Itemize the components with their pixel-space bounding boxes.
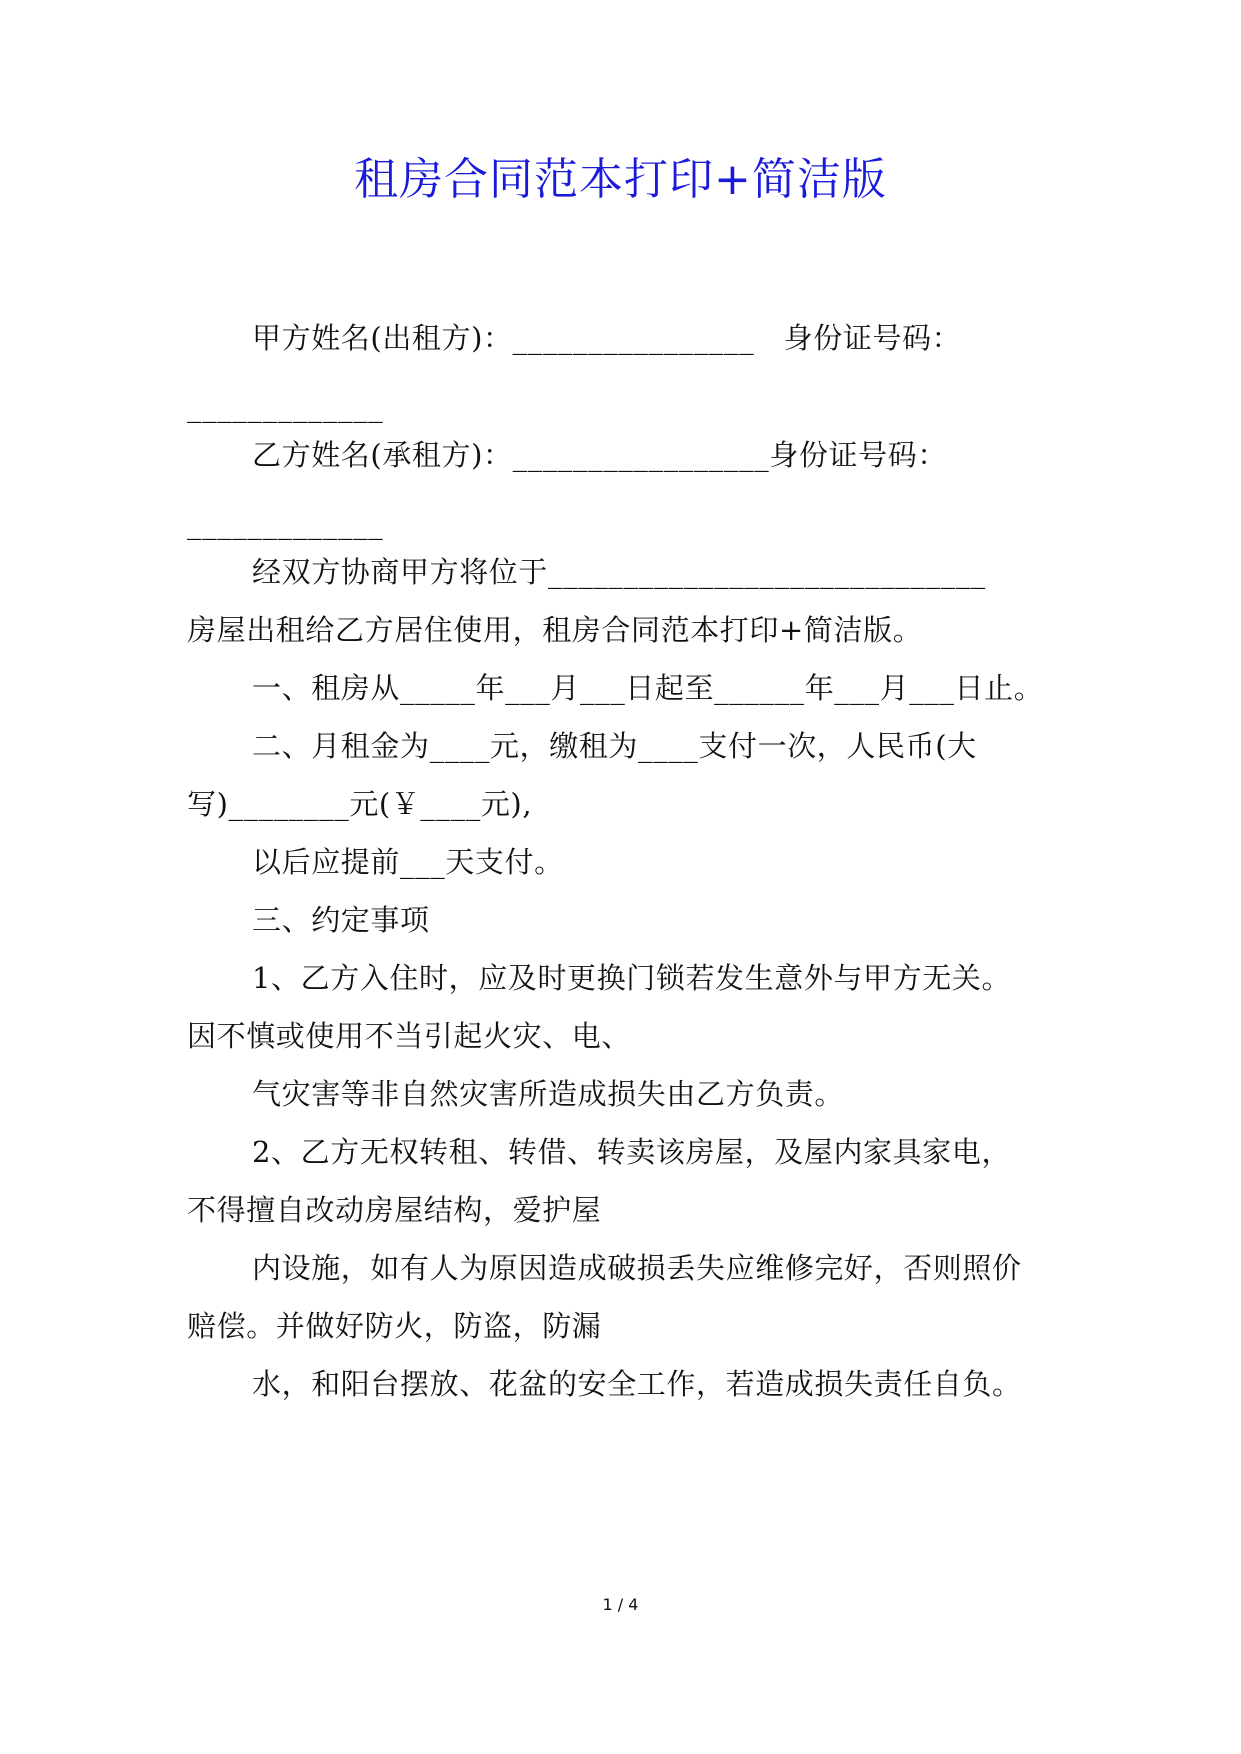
- clause-2-advance-line: 以后应提前___天支付。: [252, 845, 564, 879]
- lessor-id-blank-line: _____________: [187, 389, 384, 423]
- lessee-id-blank-line: _____________: [187, 506, 384, 540]
- item-1-line-1: 1、乙方入住时，应及时更换门锁若发生意外与甲方无关。: [252, 961, 1012, 995]
- property-location-line: 经双方协商甲方将位于_____________________________: [252, 555, 986, 589]
- lessee-name-line: 乙方姓名(承租方)：_________________身份证号码：: [252, 438, 947, 472]
- clause-2-amount-line: 写)________元(￥____元),: [187, 787, 533, 821]
- clause-2-rent-line: 二、月租金为____元，缴租为____支付一次，人民币(大: [252, 729, 977, 763]
- item-2-line-4: 赔偿。并做好防火，防盗，防漏: [187, 1309, 602, 1343]
- document-title: 租房合同范本打印+简洁版: [354, 154, 887, 205]
- item-2-line-1: 2、乙方无权转租、转借、转卖该房屋，及屋内家具家电，: [252, 1135, 1012, 1169]
- clause-1-term-line: 一、租房从_____年___月___日起至______年___月___日止。: [252, 671, 1044, 705]
- item-2-line-3: 内设施，如有人为原因造成破损丢失应维修完好，否则照价: [252, 1251, 1022, 1285]
- item-2-line-5: 水，和阳台摆放、花盆的安全工作，若造成损失责任自负。: [252, 1367, 1022, 1401]
- clause-3-heading: 三、约定事项: [252, 903, 430, 937]
- item-1-line-3: 气灾害等非自然灾害所造成损失由乙方负责。: [252, 1077, 845, 1111]
- property-purpose-line: 房屋出租给乙方居住使用，租房合同范本打印+简洁版。: [187, 613, 923, 647]
- item-1-line-2: 因不慎或使用不当引起火灾、电、: [187, 1019, 632, 1053]
- item-2-line-2: 不得擅自改动房屋结构，爱护屋: [187, 1193, 602, 1227]
- page-number: 1 / 4: [602, 1595, 639, 1614]
- lessor-name-line: 甲方姓名(出租方)：________________ 身份证号码：: [252, 321, 962, 355]
